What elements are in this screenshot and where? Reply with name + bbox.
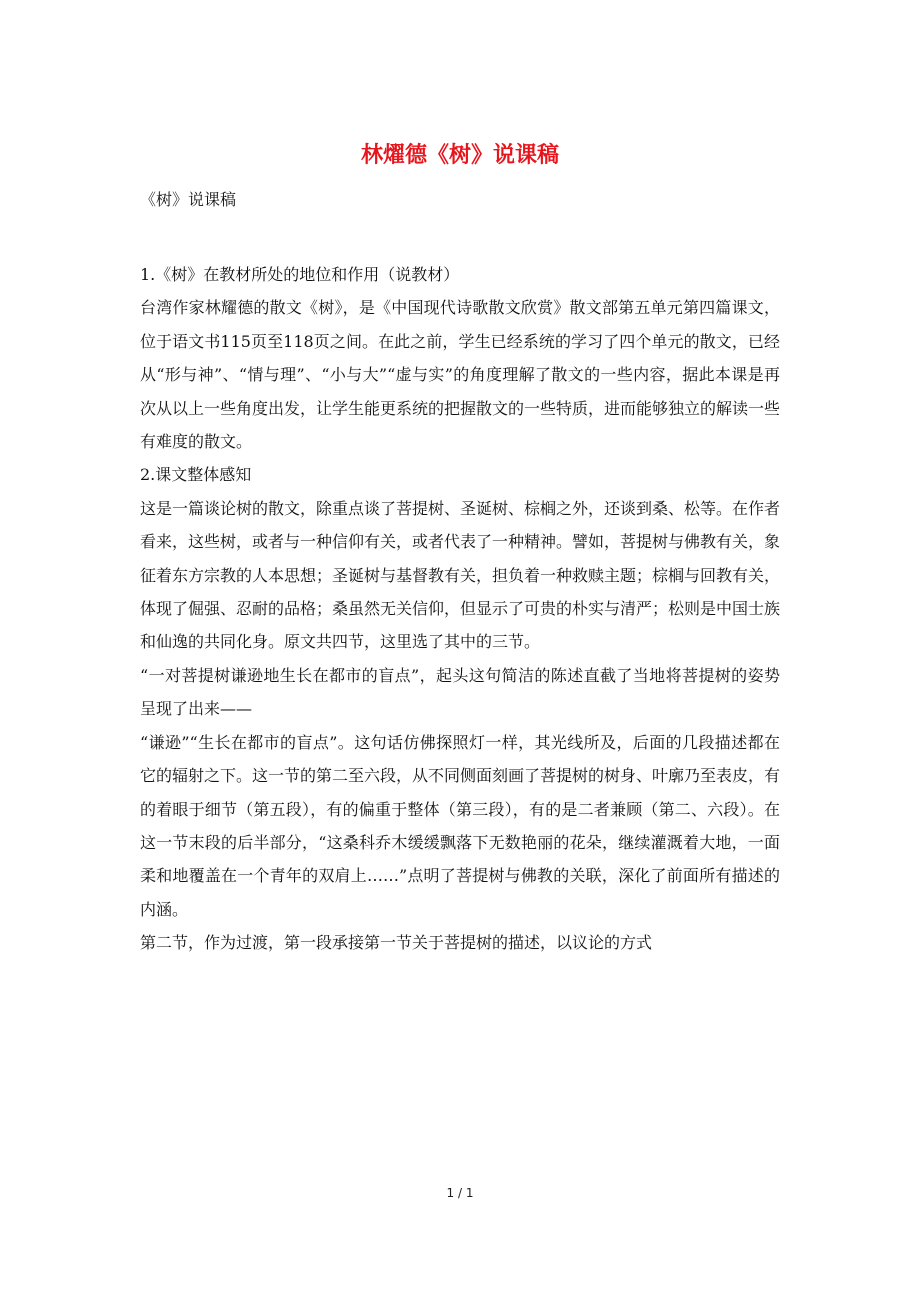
section-heading-2: 2.课文整体感知 xyxy=(140,465,252,485)
paragraph: “谦逊”“生长在都市的盲点”。这句话仿佛探照灯一样，其光线所及，后面的几段描述都在它的辐射之下。这一节的第二至六段，从不同侧面刻画了菩提树的树身、叶廓乃至表皮，有的着眼于细节（第五段），有的偏重于整体（第三段），有的是二者兼顾（第二、六段）。在这一节末段的后半部分，“这桑科乔木缓缓飘落下无数艳丽的花朵，继续灌溉着大地，一面柔和地覆盖在一个青年的双肩上……”点明了菩提树与佛教的关联，深化了前面所有描述的内涵。 xyxy=(140,732,781,919)
paragraph: 第二节，作为过渡，第一段承接第一节关于菩提树的描述，以议论的方式 xyxy=(140,933,653,953)
paragraph: “一对菩提树谦逊地生长在都市的盲点”，起头这句简洁的陈述直截了当地将菩提树的姿势呈现了出来—— xyxy=(140,665,780,719)
page-number: 1 / 1 xyxy=(446,1186,474,1200)
document-body xyxy=(140,258,780,960)
paragraph: 这是一篇谈论树的散文，除重点谈了菩提树、圣诞树、棕榈之外，还谈到桑、松等。在作者看来，这些树，或者与一种信仰有关，或者代表了一种精神。譬如，菩提树与佛教有关，象征着东方宗教的人本思想；圣诞树与基督教有关，担负着一种救赎主题；棕榈与回教有关，体现了倔强、忍耐的品格；桑虽然无关信仰，但显示了可贵的朴实与清严；松则是中国士族和仙逸的共同化身。原文共四节，这里选了其中的三节。 xyxy=(140,498,781,652)
section-heading-1: 1.《树》在教材所处的地位和作用（说教材） xyxy=(140,265,460,284)
paragraph: 台湾作家林耀德的散文《树》，是《中国现代诗歌散文欣赏》散文部第五单元第四篇课文，位于语文书115页至118页之间。在此之前，学生已经系统的学习了四个单元的散文，已经从“形与神”、“情与理”、“小与大”“虚与实”的角度理解了散文的一些内容，据此本课是再次从以上一些角度出发，让学生能更系统的把握散文的一些特质，进而能够独立的解读一些有难度的散文。 xyxy=(140,298,781,452)
document-subtitle: 《树》说课稿 xyxy=(140,190,237,209)
document-title: 林燿德《树》说课稿 xyxy=(360,142,559,168)
